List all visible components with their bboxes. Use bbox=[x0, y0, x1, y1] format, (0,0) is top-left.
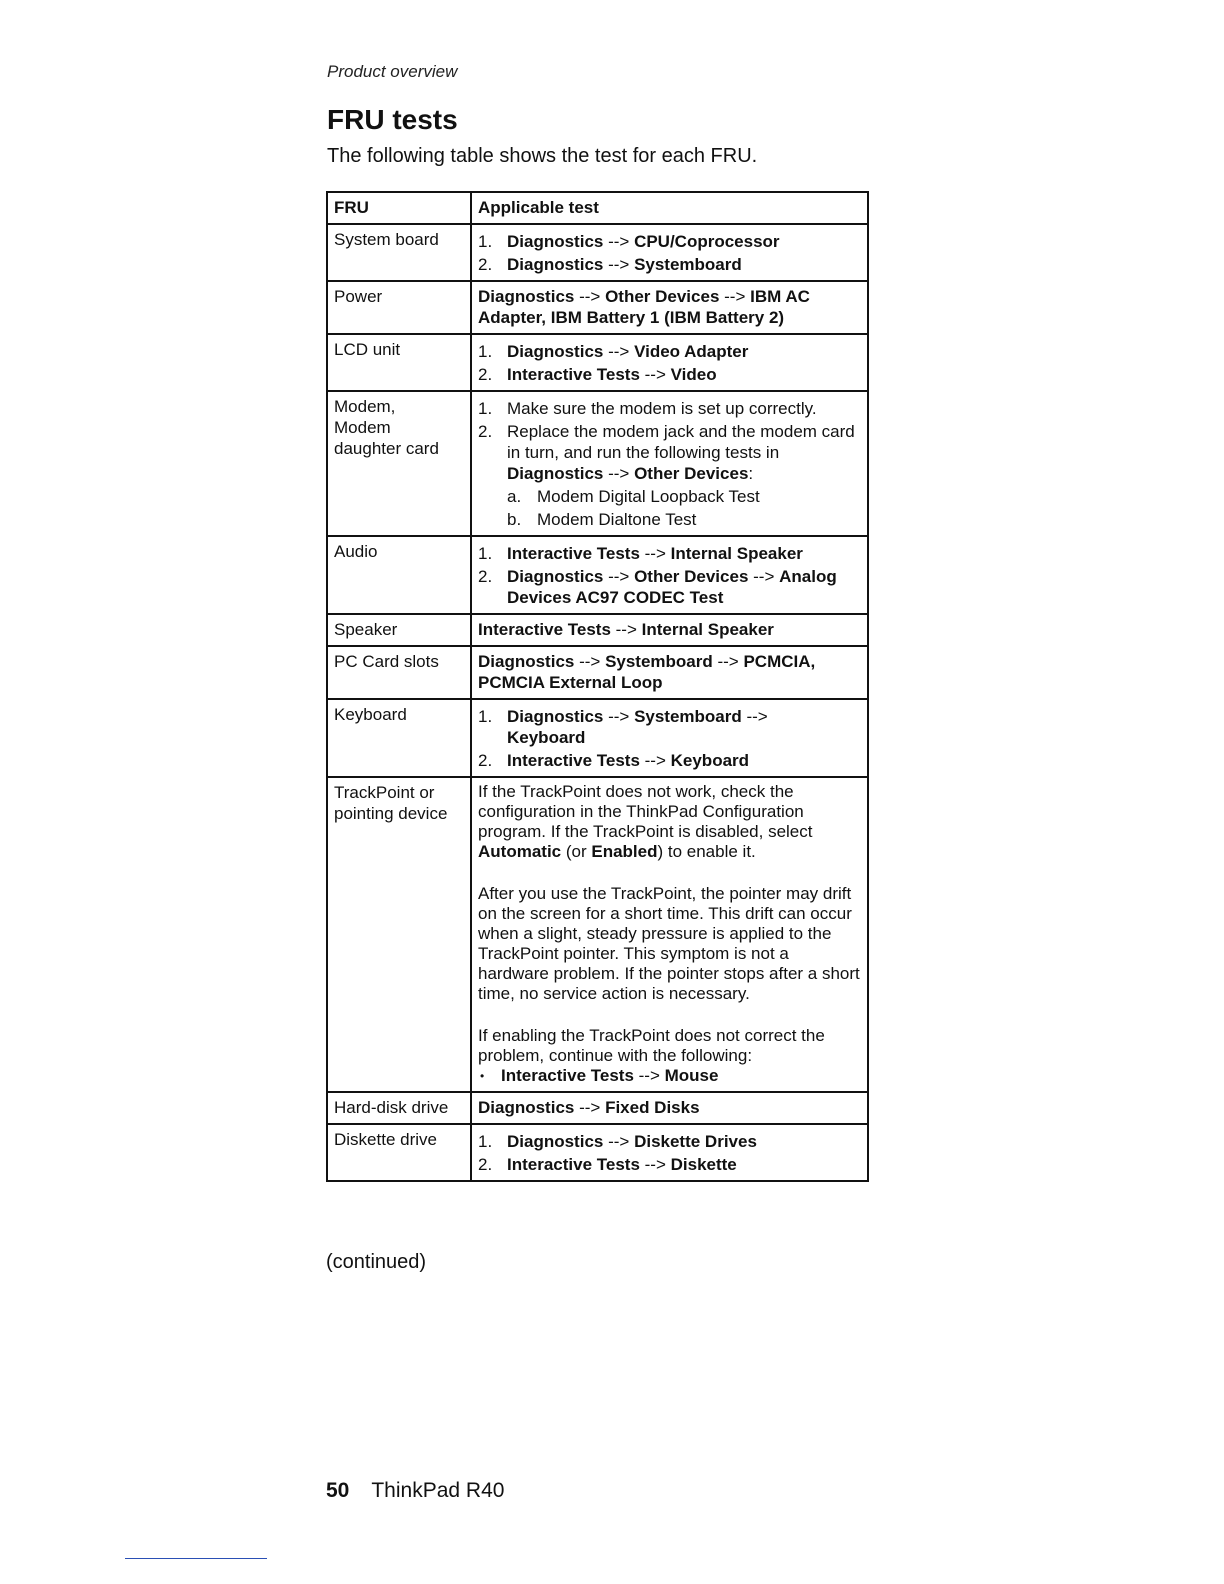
fru-cell bbox=[327, 614, 471, 646]
arrow-sep: --> bbox=[610, 620, 642, 639]
test-term: Systemboard bbox=[634, 255, 742, 274]
test-term: Interactive Tests bbox=[478, 620, 611, 639]
test-cell bbox=[471, 614, 868, 646]
fru-cell bbox=[327, 777, 471, 1092]
test-term: Diagnostics bbox=[507, 567, 604, 586]
test-cell bbox=[471, 699, 868, 777]
page-footer bbox=[326, 1479, 504, 1503]
test-term: Other Devices bbox=[605, 287, 720, 306]
test-term: Interactive Tests bbox=[501, 1066, 634, 1085]
arrow-sep: --> bbox=[574, 1098, 606, 1117]
fru-cell bbox=[327, 646, 471, 699]
intro-text: The following table shows the test for each FRU. bbox=[327, 145, 758, 167]
item-text: Make sure the modem is set up correctly. bbox=[507, 399, 817, 418]
test-term: Diagnostics bbox=[507, 1132, 604, 1151]
running-head: Product overview bbox=[327, 62, 458, 81]
fru-name: LCD unit bbox=[334, 340, 401, 359]
fru-cell bbox=[327, 334, 471, 391]
arrow-sep: --> bbox=[741, 707, 768, 726]
item-number: 2. bbox=[478, 255, 493, 274]
arrow-sep: --> bbox=[574, 652, 606, 671]
fru-name: Audio bbox=[334, 542, 378, 561]
test-cell bbox=[471, 646, 868, 699]
table-row bbox=[327, 1124, 868, 1181]
fru-cell bbox=[327, 1124, 471, 1181]
paragraph-text: If the TrackPoint does not work, check the configuration in the ThinkPad Configuration program. If the TrackPoint is disabled, select bbox=[478, 782, 813, 841]
test-term: Video Adapter bbox=[634, 342, 749, 361]
test-term: Fixed Disks bbox=[605, 1098, 700, 1117]
arrow-sep: --> bbox=[603, 232, 635, 251]
item-number: 1. bbox=[478, 707, 493, 726]
test-term: Enabled bbox=[591, 842, 658, 861]
test-term: Other Devices bbox=[634, 464, 749, 483]
test-term: Diagnostics bbox=[507, 255, 604, 274]
list-item bbox=[478, 750, 861, 771]
fru-cell bbox=[327, 699, 471, 777]
arrow-sep: --> bbox=[603, 464, 635, 483]
test-term: Diagnostics bbox=[507, 707, 604, 726]
table-row bbox=[327, 646, 868, 699]
item-number: 2. bbox=[478, 751, 493, 770]
table-row bbox=[327, 1092, 868, 1124]
fru-cell bbox=[327, 391, 471, 536]
item-number: 2. bbox=[478, 365, 493, 384]
test-cell bbox=[471, 281, 868, 334]
list-item bbox=[478, 398, 861, 419]
page-number: 50 bbox=[326, 1479, 350, 1502]
test-term: Internal Speaker bbox=[670, 544, 803, 563]
fru-name: Keyboard bbox=[334, 705, 407, 724]
fru-name: PC Card slots bbox=[334, 652, 439, 671]
table-row bbox=[327, 391, 868, 536]
test-term: Interactive Tests bbox=[507, 544, 640, 563]
bullet-item bbox=[478, 1066, 861, 1086]
test-term: CPU/Coprocessor bbox=[634, 232, 780, 251]
fru-name: Modem bbox=[334, 418, 391, 437]
arrow-sep: --> bbox=[603, 255, 635, 274]
item-number: 2. bbox=[478, 567, 493, 586]
table-header-row bbox=[327, 192, 868, 224]
list-item bbox=[478, 364, 861, 385]
fru-cell bbox=[327, 281, 471, 334]
arrow-sep: --> bbox=[603, 1132, 635, 1151]
test-cell bbox=[471, 1092, 868, 1124]
test-term: Interactive Tests bbox=[507, 365, 640, 384]
test-term: Diagnostics bbox=[478, 287, 575, 306]
fru-name: TrackPoint or bbox=[334, 783, 435, 802]
fru-name: Hard-disk drive bbox=[334, 1098, 449, 1117]
item-number: 1. bbox=[478, 544, 493, 563]
arrow-sep: --> bbox=[639, 751, 671, 770]
sub-list-item bbox=[507, 509, 861, 530]
paragraph: After you use the TrackPoint, the pointer may drift on the screen for a short time. This drift can occur when a slight, steady pressure is applied to the TrackPoint pointer. This symptom is not a hardware problem. If the pointer stops after a short time, no service action is necessary. bbox=[478, 884, 860, 1003]
fru-name: daughter card bbox=[334, 439, 439, 458]
table-row bbox=[327, 777, 868, 1092]
test-term: Keyboard bbox=[670, 751, 750, 770]
header-fru: FRU bbox=[327, 192, 471, 224]
bullet-icon: • bbox=[480, 1069, 485, 1083]
test-cell bbox=[471, 777, 868, 1092]
arrow-sep: --> bbox=[603, 342, 635, 361]
fru-cell bbox=[327, 1092, 471, 1124]
item-letter: a. bbox=[507, 487, 522, 506]
fru-name: Power bbox=[334, 287, 383, 306]
item-number: 1. bbox=[478, 232, 493, 251]
fru-name: Speaker bbox=[334, 620, 398, 639]
test-term: Diskette bbox=[670, 1155, 737, 1174]
table-row bbox=[327, 536, 868, 614]
test-cell bbox=[471, 334, 868, 391]
list-item bbox=[478, 254, 861, 275]
fru-name: Diskette drive bbox=[334, 1130, 437, 1149]
sub-list-item bbox=[507, 486, 861, 507]
fru-name: pointing device bbox=[334, 804, 448, 823]
arrow-sep: --> bbox=[633, 1066, 665, 1085]
test-term: Diagnostics bbox=[478, 1098, 575, 1117]
arrow-sep: --> bbox=[639, 544, 671, 563]
test-term: Interactive Tests bbox=[507, 751, 640, 770]
table-row bbox=[327, 614, 868, 646]
item-text: Replace the modem jack and the modem card in turn, and run the following tests in bbox=[507, 422, 855, 462]
test-term: Diagnostics bbox=[507, 464, 604, 483]
test-term: Keyboard bbox=[507, 728, 586, 747]
test-term: Other Devices bbox=[634, 567, 749, 586]
list-item bbox=[478, 1131, 861, 1152]
item-text: Modem Digital Loopback Test bbox=[537, 487, 760, 506]
test-term: IBM AC Adapter, IBM Battery 1 (IBM Battery 2) bbox=[478, 287, 810, 327]
paragraph-text: ) to enable it. bbox=[657, 842, 756, 861]
continued-note: (continued) bbox=[326, 1251, 427, 1273]
list-item bbox=[478, 231, 861, 252]
arrow-sep: --> bbox=[719, 287, 751, 306]
section-title: FRU tests bbox=[327, 104, 458, 135]
paragraph: If enabling the TrackPoint does not correct the problem, continue with the following: bbox=[478, 1026, 825, 1065]
list-item bbox=[478, 421, 861, 530]
item-number: 1. bbox=[478, 399, 493, 418]
list-item bbox=[478, 341, 861, 362]
arrow-sep: --> bbox=[712, 652, 744, 671]
arrow-sep: --> bbox=[639, 365, 671, 384]
test-cell bbox=[471, 224, 868, 281]
test-term: PCMCIA, PCMCIA External Loop bbox=[478, 652, 816, 692]
product-name: ThinkPad R40 bbox=[371, 1479, 505, 1502]
arrow-sep: --> bbox=[603, 567, 635, 586]
fru-cell bbox=[327, 224, 471, 281]
test-term: Systemboard bbox=[605, 652, 713, 671]
footer-rule bbox=[125, 1558, 267, 1559]
test-term: Mouse bbox=[664, 1066, 719, 1085]
header-applicable-test: Applicable test bbox=[471, 192, 868, 224]
test-term: Systemboard bbox=[634, 707, 742, 726]
test-cell bbox=[471, 391, 868, 536]
test-term: Interactive Tests bbox=[507, 1155, 640, 1174]
paragraph bbox=[478, 782, 861, 862]
test-cell bbox=[471, 1124, 868, 1181]
table-row bbox=[327, 334, 868, 391]
fru-name: System board bbox=[334, 230, 439, 249]
fru-cell bbox=[327, 536, 471, 614]
paragraph-text: (or bbox=[561, 842, 592, 861]
test-term: Analog Devices AC97 CODEC Test bbox=[507, 567, 837, 607]
table-row bbox=[327, 699, 868, 777]
item-letter: b. bbox=[507, 510, 522, 529]
item-number: 1. bbox=[478, 1132, 493, 1151]
test-term: Diskette Drives bbox=[634, 1132, 757, 1151]
item-text: Modem Dialtone Test bbox=[537, 510, 697, 529]
test-term: Diagnostics bbox=[478, 652, 575, 671]
fru-tests-table bbox=[326, 191, 869, 1182]
test-cell bbox=[471, 536, 868, 614]
list-item bbox=[478, 566, 861, 608]
test-term: Internal Speaker bbox=[641, 620, 774, 639]
arrow-sep: --> bbox=[574, 287, 606, 306]
arrow-sep: --> bbox=[639, 1155, 671, 1174]
punctuation: : bbox=[748, 464, 754, 483]
table-row bbox=[327, 224, 868, 281]
list-item bbox=[478, 706, 861, 748]
item-number: 2. bbox=[478, 1155, 493, 1174]
arrow-sep: --> bbox=[603, 707, 635, 726]
test-term: Diagnostics bbox=[507, 342, 604, 361]
list-item bbox=[478, 1154, 861, 1175]
item-number: 1. bbox=[478, 342, 493, 361]
fru-name: Modem, bbox=[334, 397, 396, 416]
table-row bbox=[327, 281, 868, 334]
test-term: Video bbox=[670, 365, 717, 384]
list-item bbox=[478, 543, 861, 564]
arrow-sep: --> bbox=[748, 567, 780, 586]
item-number: 2. bbox=[478, 422, 493, 441]
test-term: Diagnostics bbox=[507, 232, 604, 251]
test-term: Automatic bbox=[478, 842, 562, 861]
